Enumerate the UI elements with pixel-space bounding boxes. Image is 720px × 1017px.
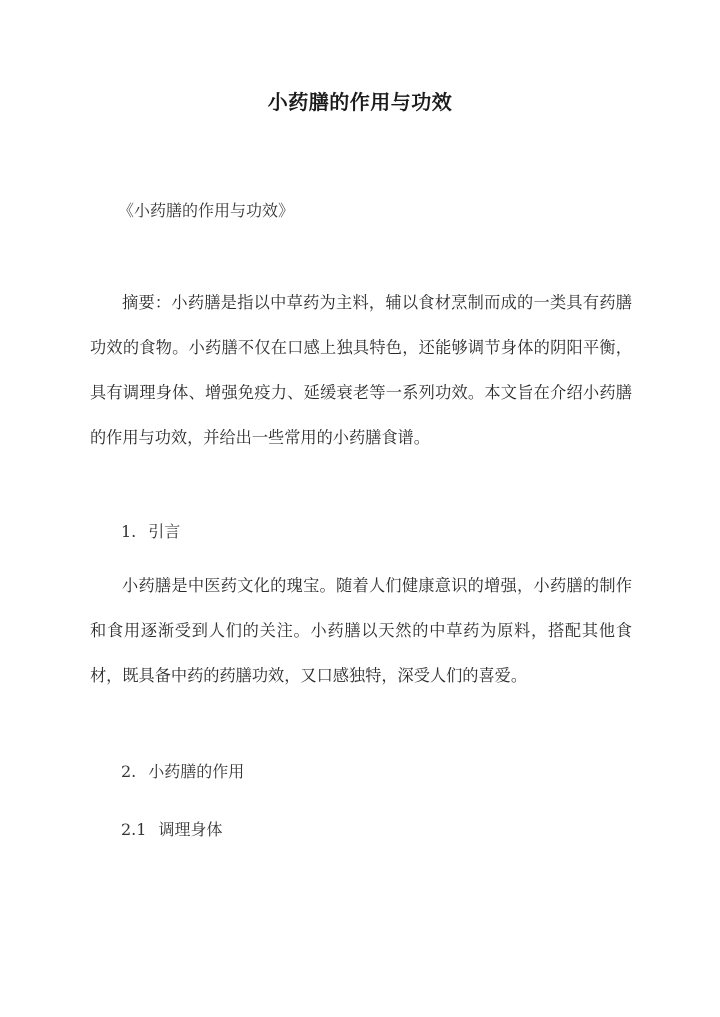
section-heading-text: 调理身体 (158, 820, 223, 839)
subsection-heading-body-conditioning (121, 817, 222, 840)
section-heading-text: 引言 (148, 522, 181, 541)
section-number: 1. (121, 522, 137, 541)
section-number: 2. (121, 762, 137, 781)
abstract-paragraph: 摘要：小药膳是指以中草药为主料，辅以食材烹制而成的一类具有药膳功效的食物。小药膳不仅在口感上独具特色，还能够调节身体的阴阳平衡，具有调理身体、增强免疫力、延缓衰老等一系列功效。本文旨在介绍小药膳的作用与功效，并给出一些常用的小药膳食谱。 (90, 293, 632, 447)
document-title: 小药膳的作用与功效 (267, 90, 453, 114)
section-number: 2.1 (121, 820, 147, 839)
document-subtitle: 《小药膳的作用与功效》 (118, 201, 295, 220)
section-heading-effects (121, 759, 244, 782)
section-heading-text: 小药膳的作用 (148, 762, 245, 781)
intro-paragraph: 小药膳是中医药文化的瑰宝。随着人们健康意识的增强，小药膳的制作和食用逐渐受到人们的关注。小药膳以天然的中草药为原料，搭配其他食材，既具备中药的药膳功效，又口感独特，深受人们的喜爱。 (90, 576, 632, 685)
section-heading-intro (121, 519, 180, 542)
